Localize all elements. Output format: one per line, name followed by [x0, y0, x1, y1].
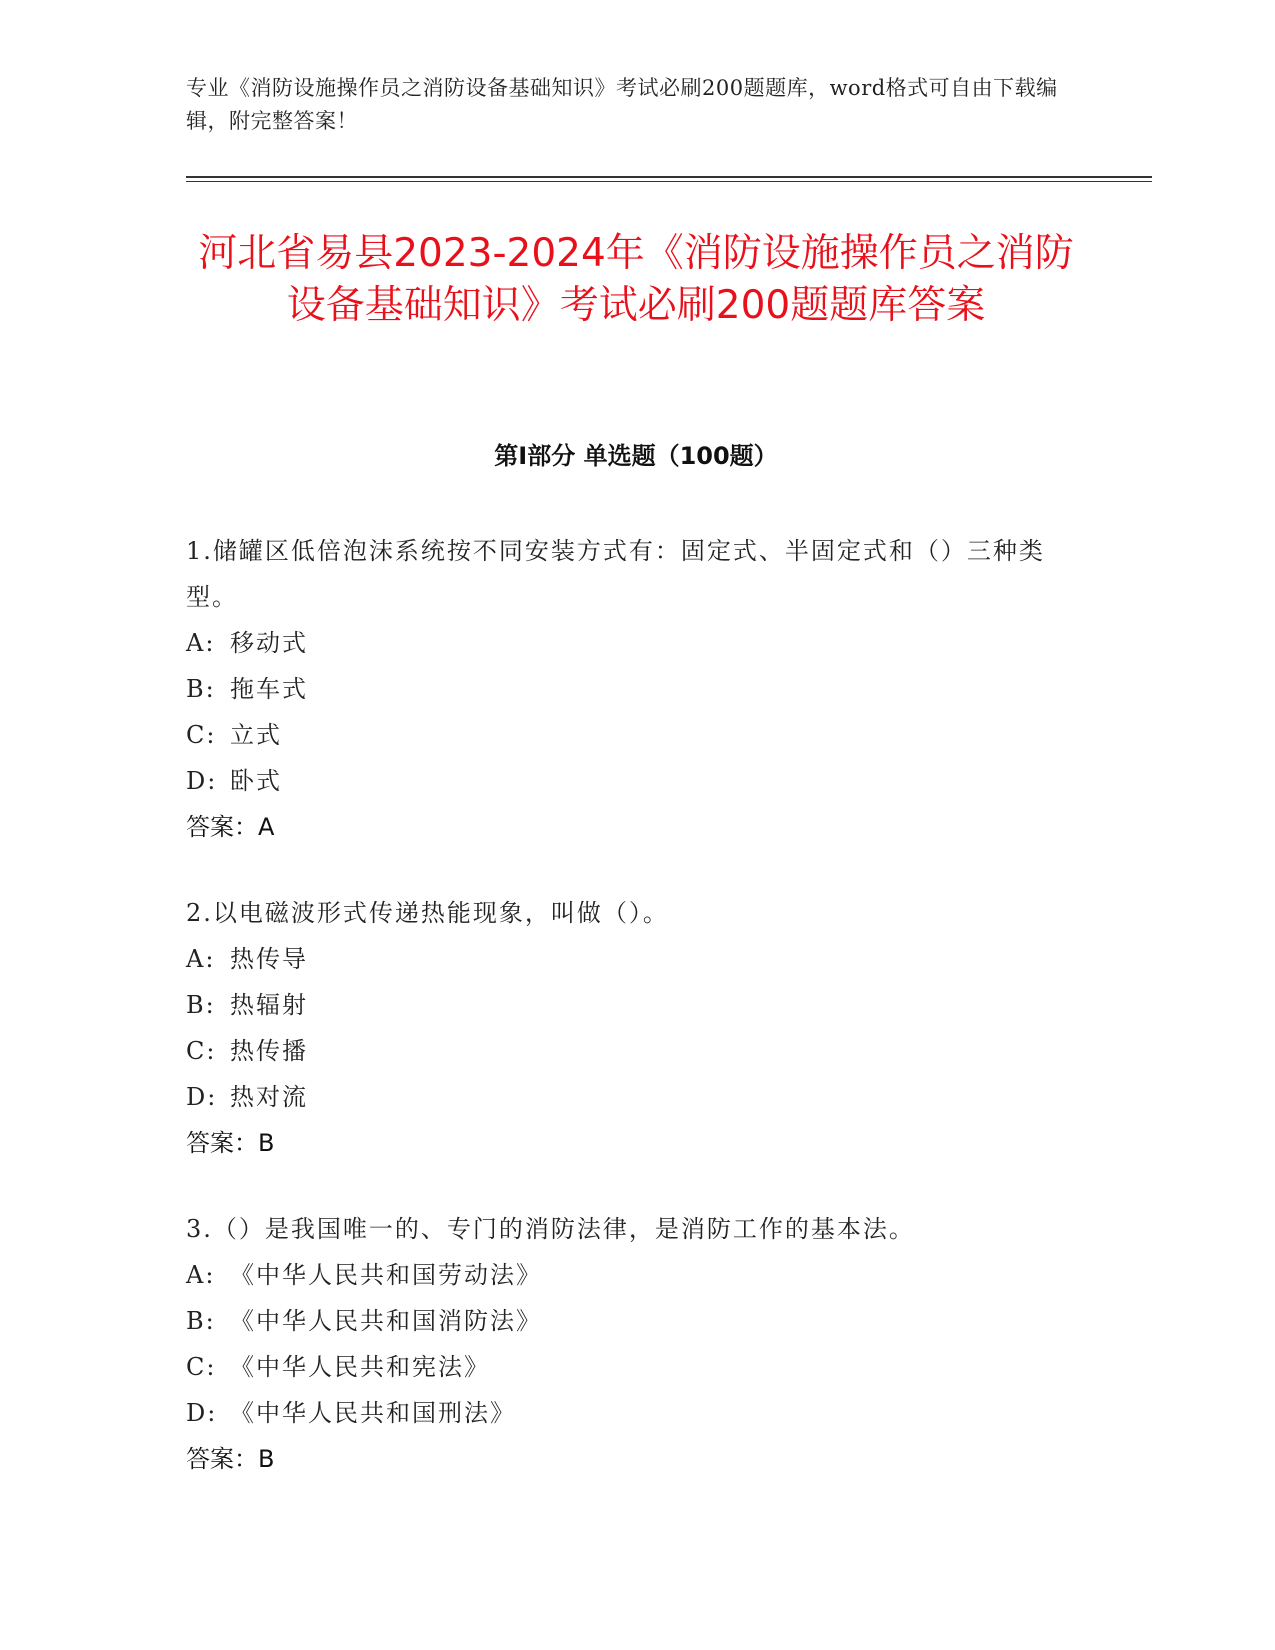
- option-letter: B:: [186, 1307, 216, 1335]
- header-note: 专业《消防设施操作员之消防设备基础知识》考试必刷200题题库，word格式可自由下载编辑，附完整答案！: [186, 76, 1058, 133]
- option-b: [186, 982, 1086, 1028]
- option-letter: C:: [186, 721, 217, 749]
- option-text: 移动式: [230, 629, 308, 657]
- option-letter: A:: [186, 629, 216, 657]
- question-2: [186, 890, 1086, 1166]
- option-letter: B:: [186, 991, 216, 1019]
- option-a: [186, 620, 1086, 666]
- question-list: [186, 528, 1086, 1522]
- option-text: 热辐射: [230, 991, 308, 1019]
- option-letter: A:: [186, 1261, 216, 1289]
- option-text: 热传导: [230, 945, 308, 973]
- question-stem: 1.储罐区低倍泡沫系统按不同安装方式有：固定式、半固定式和（）三种类型。: [186, 537, 1045, 611]
- option-text: 卧式: [230, 767, 282, 795]
- option-text: 《中华人民共和宪法》: [230, 1353, 490, 1381]
- option-d: [186, 1390, 1086, 1436]
- option-letter: C:: [186, 1037, 217, 1065]
- option-text: 《中华人民共和国刑法》: [230, 1399, 516, 1427]
- option-letter: D:: [186, 767, 218, 795]
- document-title: 河北省易县2023-2024年《消防设施操作员之消防设备基础知识》考试必刷200题题库答案: [198, 231, 1074, 328]
- option-c: [186, 1028, 1086, 1074]
- option-letter: A:: [186, 945, 216, 973]
- option-letter: D:: [186, 1083, 218, 1111]
- question-1: [186, 528, 1086, 850]
- option-text: 《中华人民共和国消防法》: [230, 1307, 542, 1335]
- option-b: [186, 666, 1086, 712]
- answer-line: 答案：B: [186, 1445, 275, 1473]
- option-text: 热对流: [230, 1083, 308, 1111]
- option-text: 《中华人民共和国劳动法》: [230, 1261, 542, 1289]
- option-b: [186, 1298, 1086, 1344]
- answer-line: 答案：A: [186, 813, 275, 841]
- option-text: 拖车式: [230, 675, 308, 703]
- question-stem: 3.（）是我国唯一的、专门的消防法律，是消防工作的基本法。: [186, 1215, 915, 1243]
- option-a: [186, 936, 1086, 982]
- header-rule-thick: [186, 176, 1152, 178]
- option-text: 热传播: [230, 1037, 308, 1065]
- option-letter: B:: [186, 675, 216, 703]
- option-c: [186, 1344, 1086, 1390]
- option-letter: C:: [186, 1353, 217, 1381]
- section-title: 第I部分 单选题（100题）: [494, 442, 778, 470]
- option-d: [186, 758, 1086, 804]
- answer-line: 答案：B: [186, 1129, 275, 1157]
- option-c: [186, 712, 1086, 758]
- option-letter: D:: [186, 1399, 218, 1427]
- header-rule-thin: [186, 181, 1152, 182]
- option-d: [186, 1074, 1086, 1120]
- option-a: [186, 1252, 1086, 1298]
- option-text: 立式: [230, 721, 282, 749]
- question-3: [186, 1206, 1086, 1482]
- question-stem: 2.以电磁波形式传递热能现象，叫做（）。: [186, 899, 669, 927]
